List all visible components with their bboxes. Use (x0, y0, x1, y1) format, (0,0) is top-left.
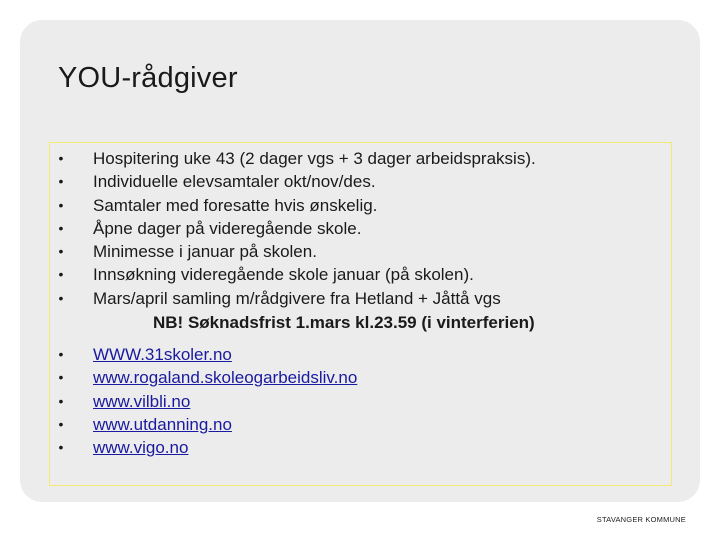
list-item: • Individuelle elevsamtaler okt/nov/des. (56, 170, 536, 193)
bullet-icon: • (58, 150, 64, 166)
deadline-notice: NB! Søknadsfrist 1.mars kl.23.59 (i vinterferien) (153, 313, 535, 332)
bullet-icon: • (58, 439, 64, 456)
link-31skoler[interactable]: WWW.31skoler.no (93, 345, 232, 364)
list-item: • Mars/april samling m/rådgivere fra Hetland + Jåttå vgs (56, 287, 536, 310)
link-list (56, 343, 357, 459)
list-item (56, 413, 357, 436)
list-item: • Minimesse i januar på skolen. (56, 240, 536, 263)
bullet-icon: • (58, 346, 64, 362)
list-item (56, 343, 357, 366)
bullet-icon: • (58, 415, 64, 432)
slide-title: YOU-rådgiver (58, 62, 238, 94)
footer-label: STAVANGER KOMMUNE (596, 515, 686, 524)
list-item (56, 366, 357, 389)
list-item (56, 436, 357, 459)
link-rogaland[interactable]: www.rogaland.skoleogarbeidsliv.no (93, 368, 358, 388)
link-utdanning[interactable]: www.utdanning.no (93, 414, 232, 434)
list-item: • Innsøkning videregående skole januar (på skolen). (56, 263, 536, 286)
bullet-icon: • (58, 173, 64, 190)
list-item: • Samtaler med foresatte hvis ønskelig. (56, 194, 536, 217)
bullet-icon: • (58, 369, 64, 386)
bullet-icon: • (58, 392, 64, 409)
bullet-icon: • (58, 266, 64, 283)
bullet-icon: • (58, 243, 64, 260)
bullet-icon: • (58, 289, 64, 306)
list-item (56, 390, 357, 413)
link-vigo[interactable]: www.vigo.no (93, 438, 189, 458)
bullet-icon: • (58, 196, 64, 213)
bullet-icon: • (58, 219, 64, 236)
list-item: • Hospitering uke 43 (2 dager vgs + 3 dager arbeidspraksis). (56, 147, 536, 170)
link-vilbli[interactable]: www.vilbli.no (93, 391, 191, 411)
list-item: • Åpne dager på videregående skole. (56, 217, 536, 240)
activity-list (56, 147, 536, 310)
